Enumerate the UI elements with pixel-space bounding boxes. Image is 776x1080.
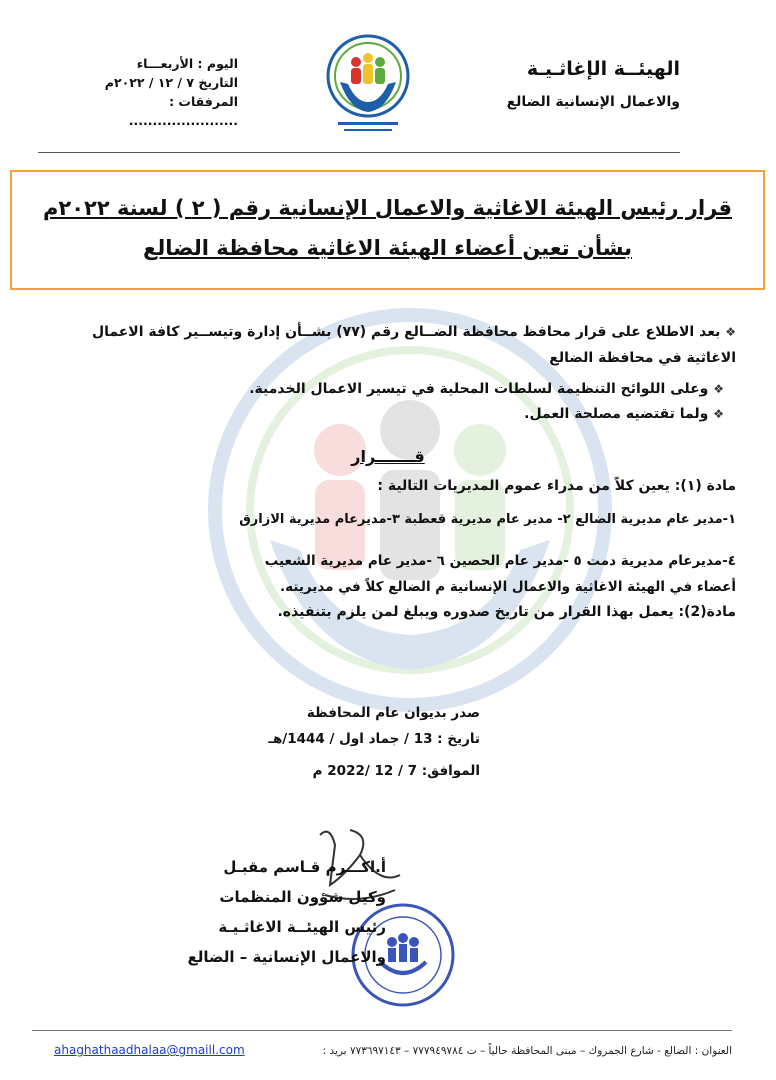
issued-hijri-date: تاريخ : 13 / جماد اول / 1444/هـ: [268, 731, 480, 747]
signature-block: [187, 852, 386, 972]
bullet-diamond-icon: ❖: [725, 325, 736, 339]
footer-email-link[interactable]: ahaghathaadhalaa@gmaill.com: [54, 1043, 245, 1057]
issued-place: صدر بديوان عام المحافظة: [306, 705, 480, 721]
preamble-item-2-text: وعلى اللوائح التنظيمة لسلطات المحلية في تيسير الاعمال الخدمية.: [249, 381, 709, 397]
decision-heading: قـــــــرار: [351, 447, 425, 466]
preamble-item-3: [60, 406, 724, 422]
attachments-line: المرفقات : .......................: [128, 94, 238, 128]
directorates-list-line2: ٤-مديرعام مديرية دمت ٥ -مدير عام الحصين ٦ -مدير عام مديرية الشعيب: [264, 553, 736, 569]
preamble-item-1: [60, 324, 736, 340]
signatory-role2: رئيس الهيئــة الاغاثـيـة: [218, 918, 386, 936]
signatory-role3: والاعمال الإنسانية – الضالع: [187, 948, 386, 966]
footer-address: العنوان : الضالع - شارع الجمروك – مبنى المحافظة حالياً – ت ٧٧٧٩٤٩٧٨٤ – ٧٧٣٦٩٧١٤٣ بريد :: [322, 1045, 732, 1057]
signatory-role1: وكيل شؤون المنظمات: [219, 888, 386, 906]
signatory-name: أ.اكـــرم قـاسم مقبـل: [223, 858, 386, 876]
date-line: التاريخ ٧ / ١٢ / ٢٠٢٢م: [104, 75, 238, 90]
decision-title-line1: قرار رئيس الهيئة الاغاثية والاعمال الإنسانية رقم ( ٢ ) لسنة ٢٠٢٢م: [42, 196, 732, 220]
footer-divider: [32, 1030, 732, 1031]
preamble-item-3-text: ولما تقتضيه مصلحة العمل.: [524, 406, 709, 422]
bullet-diamond-icon: ❖: [713, 407, 724, 421]
day-line: اليوم : الأربعـــاء: [136, 56, 238, 71]
decision-title-box: [10, 170, 765, 290]
preamble-item-1-cont: [60, 350, 736, 366]
preamble-item-1-line2: الاغاثية في محافظة الضالع: [549, 350, 736, 366]
decision-title-line2: بشأن تعين أعضاء الهيئة الاغاثية محافظة الضالع: [143, 236, 632, 260]
org-name-line1: الهيئــة الإغاثـيـة: [526, 58, 680, 80]
preamble-item-1-line1: بعد الاطلاع على قرار محافظ محافظة الضــالع رقم (٧٧) بشــأن إدارة وتيســير كافة الاعمال: [91, 324, 721, 340]
org-logo-icon: [320, 30, 416, 140]
directorates-list-line1: ١-مدير عام مديرية الضالع ٢- مدير عام مديرية قعطبة ٣-مديرعام مديرية الازارق: [239, 512, 736, 527]
members-line: أعضاء في الهيئة الاغاثية والاعمال الإنسانية م الضالع كلاً في مديريته.: [280, 579, 736, 595]
issued-gregorian-date: الموافق: 7 / 12 /2022 م: [312, 763, 480, 779]
preamble-item-2: [60, 381, 724, 397]
bullet-diamond-icon: ❖: [713, 382, 724, 396]
article-1-text: مادة (١): يعين كلاً من مدراء عموم المديريات التالية :: [377, 478, 736, 494]
article-2-text: مادة(2): يعمل بهذا القرار من تاريخ صدوره ويبلغ لمن يلزم بتنفيذه.: [277, 604, 736, 620]
document-meta: [68, 54, 238, 130]
org-name-line2: والاعمال الإنسانية الضالع: [506, 94, 680, 110]
article-2: [60, 604, 736, 620]
org-name-block: [507, 58, 680, 110]
header-divider: [38, 152, 680, 153]
article-1: [60, 478, 736, 494]
